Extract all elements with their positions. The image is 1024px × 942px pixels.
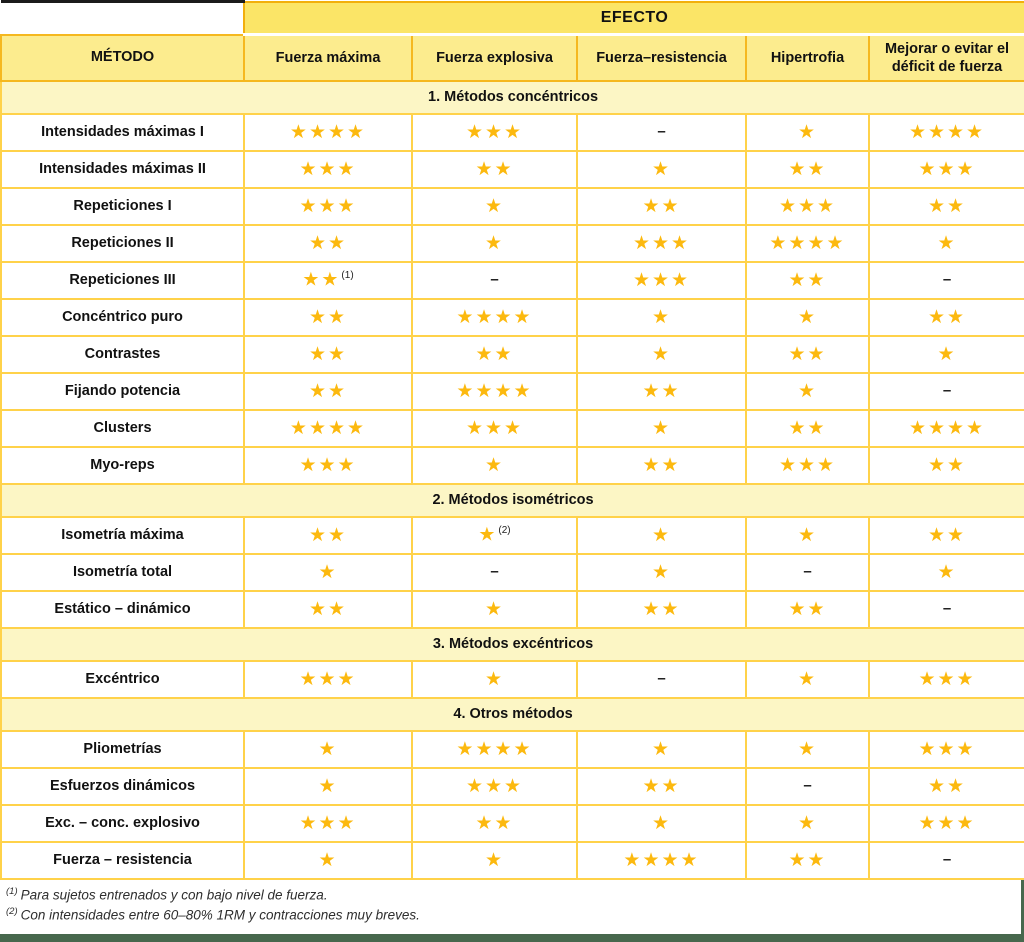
method-cell: Isometría máxima xyxy=(1,517,244,554)
rating-cell xyxy=(869,661,1024,698)
table-row xyxy=(1,114,1024,151)
rating-cell xyxy=(577,336,746,373)
rating-cell xyxy=(577,731,746,768)
star-rating-icon: ★ xyxy=(651,524,672,546)
rating-cell xyxy=(412,373,577,410)
method-cell: Esfuerzos dinámicos xyxy=(1,768,244,805)
method-cell: Clusters xyxy=(1,410,244,447)
section-row xyxy=(1,698,1024,731)
star-rating-icon: ★★ xyxy=(788,269,827,291)
star-rating-icon: ★★★★ xyxy=(289,417,367,439)
efecto-band-row xyxy=(1,2,1024,35)
method-cell: Intensidades máximas II xyxy=(1,151,244,188)
rating-cell xyxy=(412,554,577,591)
table-row xyxy=(1,225,1024,262)
table-row xyxy=(1,299,1024,336)
rating-cell xyxy=(577,114,746,151)
star-rating-icon: ★ xyxy=(484,454,505,476)
method-cell: Intensidades máximas I xyxy=(1,114,244,151)
star-rating-icon: ★★ xyxy=(927,775,967,797)
footnote-text: Para sujetos entrenados y con bajo nivel de fuerza. xyxy=(20,887,328,902)
star-rating-icon: ★ xyxy=(318,849,338,871)
no-effect-dash: – xyxy=(942,600,952,617)
table-row xyxy=(1,517,1024,554)
star-rating-icon: ★ xyxy=(484,232,505,254)
star-rating-icon: ★★★★ xyxy=(456,738,533,760)
star-rating-icon: ★ xyxy=(651,561,672,583)
star-rating-icon: ★ xyxy=(937,343,957,365)
star-rating-icon: ★ xyxy=(478,524,498,546)
rating-cell xyxy=(577,517,746,554)
rating-cell xyxy=(869,591,1024,628)
rating-cell xyxy=(869,410,1024,447)
table-row xyxy=(1,554,1024,591)
star-rating-icon: ★★ xyxy=(642,195,681,217)
no-effect-dash: – xyxy=(490,271,499,288)
star-rating-icon: ★★★ xyxy=(918,812,976,834)
rating-cell xyxy=(244,262,412,299)
rating-cell xyxy=(244,225,412,262)
rating-cell xyxy=(577,299,746,336)
column-header-metodo: MÉTODO xyxy=(1,35,244,81)
star-rating-icon: ★★★ xyxy=(299,158,357,180)
table-row xyxy=(1,731,1024,768)
method-cell: Excéntrico xyxy=(1,661,244,698)
star-rating-icon: ★★ xyxy=(927,306,967,328)
rating-cell xyxy=(746,410,869,447)
star-rating-icon: ★★ xyxy=(475,812,514,834)
section-title: 2. Métodos isométricos xyxy=(1,484,1024,517)
method-cell: Fijando potencia xyxy=(1,373,244,410)
star-rating-icon: ★★ xyxy=(642,598,681,620)
star-rating-icon: ★★★ xyxy=(778,454,837,476)
star-rating-icon: ★★ xyxy=(927,454,967,476)
star-rating-icon: ★ xyxy=(797,306,818,328)
table-row xyxy=(1,661,1024,698)
no-effect-dash: – xyxy=(942,382,952,399)
table-row xyxy=(1,373,1024,410)
rating-cell xyxy=(869,262,1024,299)
footnote-mark: (2) xyxy=(498,525,511,537)
rating-cell xyxy=(746,805,869,842)
table-head-rows xyxy=(1,2,1024,81)
rating-cell xyxy=(244,336,412,373)
rating-cell xyxy=(244,554,412,591)
rating-cell xyxy=(746,225,869,262)
rating-cell xyxy=(577,805,746,842)
rating-cell xyxy=(412,225,577,262)
table-row xyxy=(1,842,1024,879)
method-cell: Estático – dinámico xyxy=(1,591,244,628)
rating-cell xyxy=(412,447,577,484)
rating-cell xyxy=(244,447,412,484)
rating-cell xyxy=(577,151,746,188)
rating-cell xyxy=(577,373,746,410)
star-rating-icon: ★ xyxy=(797,121,818,143)
rating-cell xyxy=(869,373,1024,410)
star-rating-icon: ★★★★ xyxy=(908,121,986,143)
table-row xyxy=(1,336,1024,373)
rating-cell xyxy=(869,768,1024,805)
star-rating-icon: ★ xyxy=(797,738,818,760)
table-row xyxy=(1,591,1024,628)
star-rating-icon: ★★★ xyxy=(299,668,357,690)
rating-cell xyxy=(244,805,412,842)
rating-cell xyxy=(746,151,869,188)
no-effect-dash: – xyxy=(657,123,666,140)
rating-cell xyxy=(244,661,412,698)
star-rating-icon: ★★★★ xyxy=(769,232,846,254)
section-row xyxy=(1,628,1024,661)
rating-cell xyxy=(412,591,577,628)
rating-cell xyxy=(869,151,1024,188)
star-rating-icon: ★ xyxy=(484,668,505,690)
rating-cell xyxy=(869,299,1024,336)
corner-blank-cell xyxy=(1,2,244,35)
star-rating-icon: ★★★ xyxy=(918,668,976,690)
no-effect-dash: – xyxy=(490,563,499,580)
star-rating-icon: ★ xyxy=(651,812,672,834)
rating-cell xyxy=(746,447,869,484)
no-effect-dash: – xyxy=(942,271,952,288)
star-rating-icon: ★★ xyxy=(308,343,348,365)
star-rating-icon: ★ xyxy=(937,561,957,583)
footnote-mark: (1) xyxy=(341,270,354,282)
rating-cell xyxy=(412,842,577,879)
rating-cell xyxy=(746,262,869,299)
table-row xyxy=(1,151,1024,188)
method-cell: Pliometrías xyxy=(1,731,244,768)
star-rating-icon: ★ xyxy=(651,306,672,328)
star-rating-icon: ★★ xyxy=(475,158,514,180)
table-row xyxy=(1,768,1024,805)
method-cell: Fuerza – resistencia xyxy=(1,842,244,879)
no-effect-dash: – xyxy=(942,851,952,868)
star-rating-icon: ★★ xyxy=(308,306,348,328)
rating-cell xyxy=(869,842,1024,879)
rating-cell xyxy=(412,114,577,151)
footnote-mark: (1) xyxy=(6,885,18,897)
rating-cell xyxy=(412,151,577,188)
rating-cell xyxy=(577,410,746,447)
star-rating-icon: ★ xyxy=(937,232,957,254)
rating-cell xyxy=(412,262,577,299)
star-rating-icon: ★★★ xyxy=(465,417,524,439)
star-rating-icon: ★★ xyxy=(302,269,341,291)
rating-cell xyxy=(746,517,869,554)
rating-cell xyxy=(412,768,577,805)
star-rating-icon: ★★★ xyxy=(299,454,357,476)
footnotes-block xyxy=(0,880,1024,935)
rating-cell xyxy=(746,299,869,336)
star-rating-icon: ★★ xyxy=(788,158,827,180)
method-cell: Concéntrico puro xyxy=(1,299,244,336)
rating-cell xyxy=(746,114,869,151)
footnote-line xyxy=(6,903,1013,924)
column-header-fuerza-resistencia: Fuerza–resistencia xyxy=(577,35,746,81)
star-rating-icon: ★ xyxy=(484,195,505,217)
rating-cell xyxy=(244,768,412,805)
star-rating-icon: ★★★★ xyxy=(456,306,533,328)
section-title: 4. Otros métodos xyxy=(1,698,1024,731)
table-row xyxy=(1,262,1024,299)
star-rating-icon: ★ xyxy=(484,849,505,871)
column-header-fuerza-maxima: Fuerza máxima xyxy=(244,35,412,81)
table-row xyxy=(1,188,1024,225)
star-rating-icon: ★ xyxy=(797,812,818,834)
star-rating-icon: ★ xyxy=(318,738,338,760)
rating-cell xyxy=(412,410,577,447)
rating-cell xyxy=(746,731,869,768)
star-rating-icon: ★★ xyxy=(927,195,967,217)
star-rating-icon: ★★ xyxy=(308,380,348,402)
star-rating-icon: ★ xyxy=(318,775,338,797)
rating-cell xyxy=(869,554,1024,591)
rating-cell xyxy=(244,591,412,628)
rating-cell xyxy=(577,768,746,805)
star-rating-icon: ★★ xyxy=(788,417,827,439)
star-rating-icon: ★★ xyxy=(308,524,348,546)
star-rating-icon: ★★ xyxy=(642,454,681,476)
star-rating-icon: ★★★ xyxy=(918,158,976,180)
star-rating-icon: ★★★ xyxy=(632,269,691,291)
table-row xyxy=(1,805,1024,842)
star-rating-icon: ★ xyxy=(797,380,818,402)
method-cell: Repeticiones III xyxy=(1,262,244,299)
rating-cell xyxy=(869,188,1024,225)
rating-cell xyxy=(577,262,746,299)
column-header-row xyxy=(1,35,1024,81)
table-body xyxy=(1,81,1024,879)
method-cell: Myo-reps xyxy=(1,447,244,484)
rating-cell xyxy=(746,188,869,225)
rating-cell xyxy=(412,336,577,373)
star-rating-icon: ★ xyxy=(318,561,338,583)
star-rating-icon: ★★★ xyxy=(632,232,691,254)
footnote-line xyxy=(6,883,1013,904)
rating-cell xyxy=(412,188,577,225)
star-rating-icon: ★★ xyxy=(788,849,827,871)
rating-cell xyxy=(244,842,412,879)
method-cell: Contrastes xyxy=(1,336,244,373)
star-rating-icon: ★ xyxy=(484,598,505,620)
rating-cell xyxy=(746,373,869,410)
rating-cell xyxy=(746,336,869,373)
star-rating-icon: ★ xyxy=(797,524,818,546)
star-rating-icon: ★★★★ xyxy=(623,849,700,871)
star-rating-icon: ★★★ xyxy=(465,121,524,143)
rating-cell xyxy=(244,731,412,768)
rating-cell xyxy=(412,517,577,554)
star-rating-icon: ★ xyxy=(797,668,818,690)
rating-cell xyxy=(869,731,1024,768)
bottom-green-bar xyxy=(0,934,1024,942)
rating-cell xyxy=(869,225,1024,262)
star-rating-icon: ★★ xyxy=(927,524,967,546)
star-rating-icon: ★★★★ xyxy=(289,121,367,143)
star-rating-icon: ★★★★ xyxy=(456,380,533,402)
rating-cell xyxy=(412,661,577,698)
section-title: 3. Métodos excéntricos xyxy=(1,628,1024,661)
star-rating-icon: ★★ xyxy=(642,775,681,797)
no-effect-dash: – xyxy=(803,777,812,794)
column-header-hipertrofia: Hipertrofia xyxy=(746,35,869,81)
star-rating-icon: ★★ xyxy=(308,598,348,620)
table-row xyxy=(1,447,1024,484)
rating-cell xyxy=(746,554,869,591)
rating-cell xyxy=(244,410,412,447)
rating-cell xyxy=(869,447,1024,484)
rating-cell xyxy=(244,373,412,410)
rating-cell xyxy=(412,805,577,842)
star-rating-icon: ★★ xyxy=(475,343,514,365)
rating-cell xyxy=(746,661,869,698)
rating-cell xyxy=(244,299,412,336)
method-cell: Repeticiones I xyxy=(1,188,244,225)
rating-cell xyxy=(244,517,412,554)
rating-cell xyxy=(577,225,746,262)
rating-cell xyxy=(244,151,412,188)
rating-cell xyxy=(577,447,746,484)
rating-cell xyxy=(869,517,1024,554)
section-row xyxy=(1,81,1024,114)
footnote-text: Con intensidades entre 60–80% 1RM y contracciones muy breves. xyxy=(20,907,420,923)
rating-cell xyxy=(577,661,746,698)
rating-cell xyxy=(244,188,412,225)
star-rating-icon: ★★★★ xyxy=(908,417,986,439)
star-rating-icon: ★★★ xyxy=(918,738,976,760)
rating-cell xyxy=(412,299,577,336)
efecto-band-title: EFECTO xyxy=(244,2,1024,35)
star-rating-icon: ★★ xyxy=(788,598,827,620)
star-rating-icon: ★★ xyxy=(642,380,681,402)
rating-cell xyxy=(577,842,746,879)
rating-cell xyxy=(577,554,746,591)
star-rating-icon: ★★ xyxy=(788,343,827,365)
star-rating-icon: ★ xyxy=(651,738,672,760)
rating-cell xyxy=(412,731,577,768)
method-cell: Exc. – conc. explosivo xyxy=(1,805,244,842)
star-rating-icon: ★★★ xyxy=(465,775,524,797)
rating-cell xyxy=(746,591,869,628)
rating-cell xyxy=(746,842,869,879)
star-rating-icon: ★ xyxy=(651,343,672,365)
star-rating-icon: ★★ xyxy=(308,232,348,254)
star-rating-icon: ★★★ xyxy=(299,812,357,834)
column-header-deficit-fuerza: Mejorar o evitar el déficit de fuerza xyxy=(869,35,1024,81)
section-title: 1. Métodos concéntricos xyxy=(1,81,1024,114)
no-effect-dash: – xyxy=(657,670,666,687)
column-header-fuerza-explosiva: Fuerza explosiva xyxy=(412,35,577,81)
rating-cell xyxy=(746,768,869,805)
rating-cell xyxy=(869,336,1024,373)
method-cell: Repeticiones II xyxy=(1,225,244,262)
star-rating-icon: ★ xyxy=(651,158,672,180)
rating-cell xyxy=(577,188,746,225)
rating-cell xyxy=(577,591,746,628)
star-rating-icon: ★★★ xyxy=(299,195,357,217)
star-rating-icon: ★ xyxy=(651,417,672,439)
star-rating-icon: ★★★ xyxy=(778,195,837,217)
table-row xyxy=(1,410,1024,447)
rating-cell xyxy=(869,114,1024,151)
rating-cell xyxy=(244,114,412,151)
footnote-mark: (2) xyxy=(6,906,18,917)
method-cell: Isometría total xyxy=(1,554,244,591)
rating-cell xyxy=(869,805,1024,842)
no-effect-dash: – xyxy=(803,563,812,580)
section-row xyxy=(1,484,1024,517)
